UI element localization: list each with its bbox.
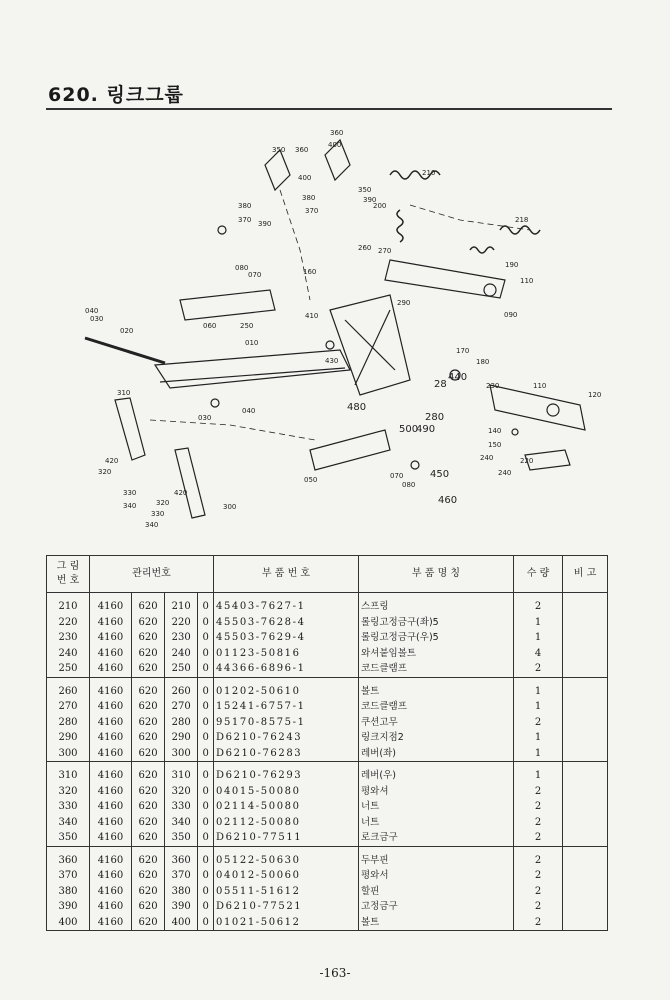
remark: [563, 630, 608, 646]
callout-label: 390: [363, 196, 377, 204]
mgmt-code-c: 220: [165, 615, 198, 631]
part-name: 쿠션고무: [359, 715, 514, 731]
quantity: 2: [514, 799, 563, 815]
remark: [563, 884, 608, 900]
mgmt-code-b: 620: [131, 630, 164, 646]
part-name: 코드클램프: [359, 699, 514, 715]
mgmt-code-d: 0: [198, 815, 214, 831]
remark: [563, 746, 608, 762]
callout-label: 370: [305, 207, 319, 215]
table-row: [47, 677, 608, 699]
part-number: 05511-51612: [214, 884, 359, 900]
part-number: 01123-50816: [214, 646, 359, 662]
part-name: 레버(우): [359, 762, 514, 784]
callout-label: 160: [303, 268, 317, 276]
callout-label: 380: [302, 194, 316, 202]
part-name: 레버(좌): [359, 746, 514, 762]
part-name: 롤링고정금구(좌)5: [359, 615, 514, 631]
part-name: 평와셔: [359, 784, 514, 800]
mgmt-code-c: 270: [165, 699, 198, 715]
callout-label: 380: [238, 202, 252, 210]
fig-number: 400: [47, 915, 90, 931]
fig-number: 390: [47, 899, 90, 915]
part-number: 04012-50060: [214, 868, 359, 884]
part-name: 와셔붙임볼트: [359, 646, 514, 662]
part-number: D6210-76293: [214, 762, 359, 784]
mgmt-code-c: 380: [165, 884, 198, 900]
part-name: 로크금구: [359, 830, 514, 846]
fig-no-header: 그 림 번 호: [47, 556, 90, 593]
quantity: 2: [514, 815, 563, 831]
table-row: [47, 715, 608, 731]
mgmt-no-header: 관리번호: [90, 556, 214, 593]
mgmt-code-a: 4160: [90, 868, 132, 884]
part-number: 04015-50080: [214, 784, 359, 800]
mgmt-code-a: 4160: [90, 730, 132, 746]
part-name: 할핀: [359, 884, 514, 900]
table-row: [47, 899, 608, 915]
mgmt-code-c: 320: [165, 784, 198, 800]
table-row: [47, 593, 608, 615]
mgmt-code-d: 0: [198, 730, 214, 746]
mgmt-code-c: 240: [165, 646, 198, 662]
callout-label: 460: [438, 495, 458, 506]
part-number: 01202-50610: [214, 677, 359, 699]
callout-label: 270: [378, 247, 392, 255]
callout-label: 110: [533, 382, 547, 390]
qty-header: 수 량: [514, 556, 563, 593]
part-no-header: 부 품 번 호: [214, 556, 359, 593]
quantity: 1: [514, 677, 563, 699]
callout-label: 320: [98, 468, 112, 476]
callout-label: 060: [203, 322, 217, 330]
callout-label: 410: [305, 312, 319, 320]
mgmt-code-b: 620: [131, 593, 164, 615]
part-number: 01021-50612: [214, 915, 359, 931]
callout-label: 240: [480, 454, 494, 462]
mgmt-code-b: 620: [131, 646, 164, 662]
callout-label: 360: [295, 146, 309, 154]
mgmt-code-a: 4160: [90, 799, 132, 815]
callout-label: 190: [505, 261, 519, 269]
callout-label: 260: [358, 244, 372, 252]
remark: [563, 899, 608, 915]
mgmt-code-a: 4160: [90, 884, 132, 900]
fig-number: 270: [47, 699, 90, 715]
fig-number: 330: [47, 799, 90, 815]
fig-number: 370: [47, 868, 90, 884]
callout-label: 200: [373, 202, 387, 210]
callout-label: 420: [105, 457, 119, 465]
callout-label: 210: [422, 169, 436, 177]
callout-label: 150: [488, 441, 502, 449]
mgmt-code-a: 4160: [90, 715, 132, 731]
callout-label: 340: [123, 502, 137, 510]
quantity: 2: [514, 715, 563, 731]
callout-label: 120: [588, 391, 602, 399]
fig-number: 320: [47, 784, 90, 800]
part-name: 너트: [359, 799, 514, 815]
quantity: 2: [514, 661, 563, 677]
fig-number: 240: [47, 646, 90, 662]
mgmt-code-a: 4160: [90, 784, 132, 800]
callout-label: 050: [304, 476, 318, 484]
mgmt-code-a: 4160: [90, 646, 132, 662]
remark: [563, 915, 608, 931]
mgmt-code-b: 620: [131, 868, 164, 884]
callout-label: 110: [520, 277, 534, 285]
part-number: 95170-8575-1: [214, 715, 359, 731]
mgmt-code-d: 0: [198, 661, 214, 677]
mgmt-code-c: 280: [165, 715, 198, 731]
part-name: 링크지점2: [359, 730, 514, 746]
part-number: 02114-50080: [214, 799, 359, 815]
callout-label: 080: [402, 481, 416, 489]
fig-number: 280: [47, 715, 90, 731]
remark: [563, 815, 608, 831]
part-number: 45403-7627-1: [214, 593, 359, 615]
mgmt-code-d: 0: [198, 830, 214, 846]
table-row: [47, 830, 608, 846]
mgmt-code-d: 0: [198, 615, 214, 631]
mgmt-code-b: 620: [131, 799, 164, 815]
callout-label: 340: [145, 521, 159, 529]
mgmt-code-d: 0: [198, 846, 214, 868]
mgmt-code-b: 620: [131, 746, 164, 762]
callout-label: 480: [347, 402, 367, 413]
mgmt-code-c: 290: [165, 730, 198, 746]
callout-label: 490: [416, 424, 436, 435]
quantity: 1: [514, 730, 563, 746]
part-number: D6210-76243: [214, 730, 359, 746]
quantity: 1: [514, 746, 563, 762]
callout-label: 180: [476, 358, 490, 366]
mgmt-code-c: 250: [165, 661, 198, 677]
table-row: [47, 699, 608, 715]
mgmt-code-a: 4160: [90, 699, 132, 715]
mgmt-code-a: 4160: [90, 915, 132, 931]
part-name: 두부핀: [359, 846, 514, 868]
callout-label: 250: [240, 322, 254, 330]
page-number: -163-: [319, 966, 351, 980]
callout-label: 28: [434, 379, 447, 390]
callout-label: 360: [330, 129, 344, 137]
mgmt-code-d: 0: [198, 762, 214, 784]
mgmt-code-b: 620: [131, 699, 164, 715]
remark: [563, 615, 608, 631]
fig-number: 220: [47, 615, 90, 631]
callout-label: 500: [399, 424, 419, 435]
mgmt-code-c: 300: [165, 746, 198, 762]
part-number: D6210-77511: [214, 830, 359, 846]
mgmt-code-c: 310: [165, 762, 198, 784]
mgmt-code-b: 620: [131, 615, 164, 631]
mgmt-code-b: 620: [131, 730, 164, 746]
part-number: D6210-76283: [214, 746, 359, 762]
callout-label: 350: [272, 146, 286, 154]
parts-table: [46, 555, 608, 931]
mgmt-code-d: 0: [198, 630, 214, 646]
parts-group: [47, 846, 608, 931]
remark: [563, 830, 608, 846]
remark: [563, 730, 608, 746]
table-row: [47, 784, 608, 800]
mgmt-code-b: 620: [131, 846, 164, 868]
callout-label: 350: [358, 186, 372, 194]
table-row: [47, 799, 608, 815]
mgmt-code-b: 620: [131, 661, 164, 677]
part-number: D6210-77521: [214, 899, 359, 915]
remark: [563, 868, 608, 884]
part-name: 코드클램프: [359, 661, 514, 677]
mgmt-code-c: 400: [165, 915, 198, 931]
mgmt-code-b: 620: [131, 715, 164, 731]
table-row: [47, 615, 608, 631]
table-row: [47, 661, 608, 677]
title-rule: [46, 108, 612, 110]
part-name: 평와서: [359, 868, 514, 884]
mgmt-code-c: 350: [165, 830, 198, 846]
callout-label: 030: [90, 315, 104, 323]
fig-number: 230: [47, 630, 90, 646]
table-row: [47, 884, 608, 900]
remark: [563, 593, 608, 615]
mgmt-code-d: 0: [198, 593, 214, 615]
remark: [563, 646, 608, 662]
quantity: 2: [514, 593, 563, 615]
parts-group: [47, 677, 608, 762]
mgmt-code-c: 230: [165, 630, 198, 646]
part-name: 볼트: [359, 677, 514, 699]
diagram-callouts: [60, 120, 620, 540]
callout-label: 400: [328, 141, 342, 149]
callout-label: 040: [85, 307, 99, 315]
callout-label: 310: [117, 389, 131, 397]
mgmt-code-c: 360: [165, 846, 198, 868]
table-row: [47, 868, 608, 884]
remark: [563, 784, 608, 800]
callout-label: 450: [430, 469, 450, 480]
callout-label: 230: [486, 382, 500, 390]
callout-label: 030: [198, 414, 212, 422]
mgmt-code-d: 0: [198, 699, 214, 715]
page-title: 620. 링크그룹: [48, 84, 184, 106]
part-number: 44366-6896-1: [214, 661, 359, 677]
mgmt-code-b: 620: [131, 830, 164, 846]
mgmt-code-c: 330: [165, 799, 198, 815]
mgmt-code-a: 4160: [90, 661, 132, 677]
fig-number: 300: [47, 746, 90, 762]
callout-label: 430: [325, 357, 339, 365]
callout-label: 040: [242, 407, 256, 415]
remark: [563, 699, 608, 715]
mgmt-code-b: 620: [131, 784, 164, 800]
mgmt-code-b: 620: [131, 762, 164, 784]
fig-number: 310: [47, 762, 90, 784]
callout-label: 220: [520, 457, 534, 465]
part-name: 볼트: [359, 915, 514, 931]
mgmt-code-d: 0: [198, 915, 214, 931]
mgmt-code-b: 620: [131, 677, 164, 699]
quantity: 2: [514, 899, 563, 915]
quantity: 1: [514, 762, 563, 784]
table-row: [47, 915, 608, 931]
callout-label: 020: [120, 327, 134, 335]
fig-number: 380: [47, 884, 90, 900]
part-number: 15241-6757-1: [214, 699, 359, 715]
mgmt-code-a: 4160: [90, 593, 132, 615]
callout-label: 218: [515, 216, 529, 224]
table-row: [47, 815, 608, 831]
mgmt-code-d: 0: [198, 899, 214, 915]
quantity: 2: [514, 884, 563, 900]
table-row: [47, 846, 608, 868]
quantity: 2: [514, 846, 563, 868]
table-row: [47, 762, 608, 784]
parts-group: [47, 762, 608, 847]
fig-number: 210: [47, 593, 90, 615]
mgmt-code-b: 620: [131, 899, 164, 915]
callout-label: 420: [174, 489, 188, 497]
mgmt-code-c: 260: [165, 677, 198, 699]
part-number: 02112-50080: [214, 815, 359, 831]
fig-number: 260: [47, 677, 90, 699]
table-row: [47, 646, 608, 662]
remark: [563, 846, 608, 868]
quantity: 4: [514, 646, 563, 662]
remark: [563, 715, 608, 731]
mgmt-code-d: 0: [198, 784, 214, 800]
mgmt-code-a: 4160: [90, 846, 132, 868]
mgmt-code-c: 210: [165, 593, 198, 615]
callout-label: 140: [488, 427, 502, 435]
callout-label: 240: [498, 469, 512, 477]
part-name: 너트: [359, 815, 514, 831]
part-name-header: 부 품 명 칭: [359, 556, 514, 593]
callout-label: 400: [298, 174, 312, 182]
mgmt-code-d: 0: [198, 677, 214, 699]
callout-label: 330: [151, 510, 165, 518]
callout-label: 070: [390, 472, 404, 480]
mgmt-code-c: 340: [165, 815, 198, 831]
mgmt-code-d: 0: [198, 799, 214, 815]
callout-label: 080: [235, 264, 249, 272]
callout-label: 330: [123, 489, 137, 497]
callout-label: 440: [448, 372, 468, 383]
part-number: 45503-7628-4: [214, 615, 359, 631]
mgmt-code-d: 0: [198, 715, 214, 731]
callout-label: 290: [397, 299, 411, 307]
mgmt-code-a: 4160: [90, 815, 132, 831]
mgmt-code-d: 0: [198, 884, 214, 900]
mgmt-code-a: 4160: [90, 830, 132, 846]
table-row: [47, 730, 608, 746]
callout-label: 010: [245, 339, 259, 347]
callout-label: 390: [258, 220, 272, 228]
fig-number: 290: [47, 730, 90, 746]
quantity: 1: [514, 699, 563, 715]
part-name: 롤링고정금구(우)5: [359, 630, 514, 646]
mgmt-code-d: 0: [198, 868, 214, 884]
remark: [563, 661, 608, 677]
mgmt-code-d: 0: [198, 646, 214, 662]
quantity: 2: [514, 915, 563, 931]
remark-header: 비 고: [563, 556, 608, 593]
quantity: 2: [514, 830, 563, 846]
part-name: 스프링: [359, 593, 514, 615]
table-row: [47, 630, 608, 646]
mgmt-code-c: 390: [165, 899, 198, 915]
callout-label: 170: [456, 347, 470, 355]
mgmt-code-a: 4160: [90, 630, 132, 646]
quantity: 2: [514, 868, 563, 884]
quantity: 1: [514, 615, 563, 631]
quantity: 1: [514, 630, 563, 646]
mgmt-code-a: 4160: [90, 615, 132, 631]
fig-number: 340: [47, 815, 90, 831]
mgmt-code-b: 620: [131, 884, 164, 900]
quantity: 2: [514, 784, 563, 800]
mgmt-code-c: 370: [165, 868, 198, 884]
mgmt-code-b: 620: [131, 915, 164, 931]
part-number: 05122-50630: [214, 846, 359, 868]
fig-number: 360: [47, 846, 90, 868]
callout-label: 300: [223, 503, 237, 511]
callout-label: 320: [156, 499, 170, 507]
remark: [563, 799, 608, 815]
remark: [563, 762, 608, 784]
parts-group: [47, 593, 608, 678]
callout-label: 370: [238, 216, 252, 224]
remark: [563, 677, 608, 699]
callout-label: 280: [425, 412, 445, 423]
part-number: 45503-7629-4: [214, 630, 359, 646]
mgmt-code-a: 4160: [90, 746, 132, 762]
callout-label: 090: [504, 311, 518, 319]
part-name: 고정금구: [359, 899, 514, 915]
fig-number: 350: [47, 830, 90, 846]
fig-number: 250: [47, 661, 90, 677]
mgmt-code-a: 4160: [90, 899, 132, 915]
mgmt-code-d: 0: [198, 746, 214, 762]
mgmt-code-a: 4160: [90, 762, 132, 784]
mgmt-code-b: 620: [131, 815, 164, 831]
callout-label: 070: [248, 271, 262, 279]
table-row: [47, 746, 608, 762]
mgmt-code-a: 4160: [90, 677, 132, 699]
